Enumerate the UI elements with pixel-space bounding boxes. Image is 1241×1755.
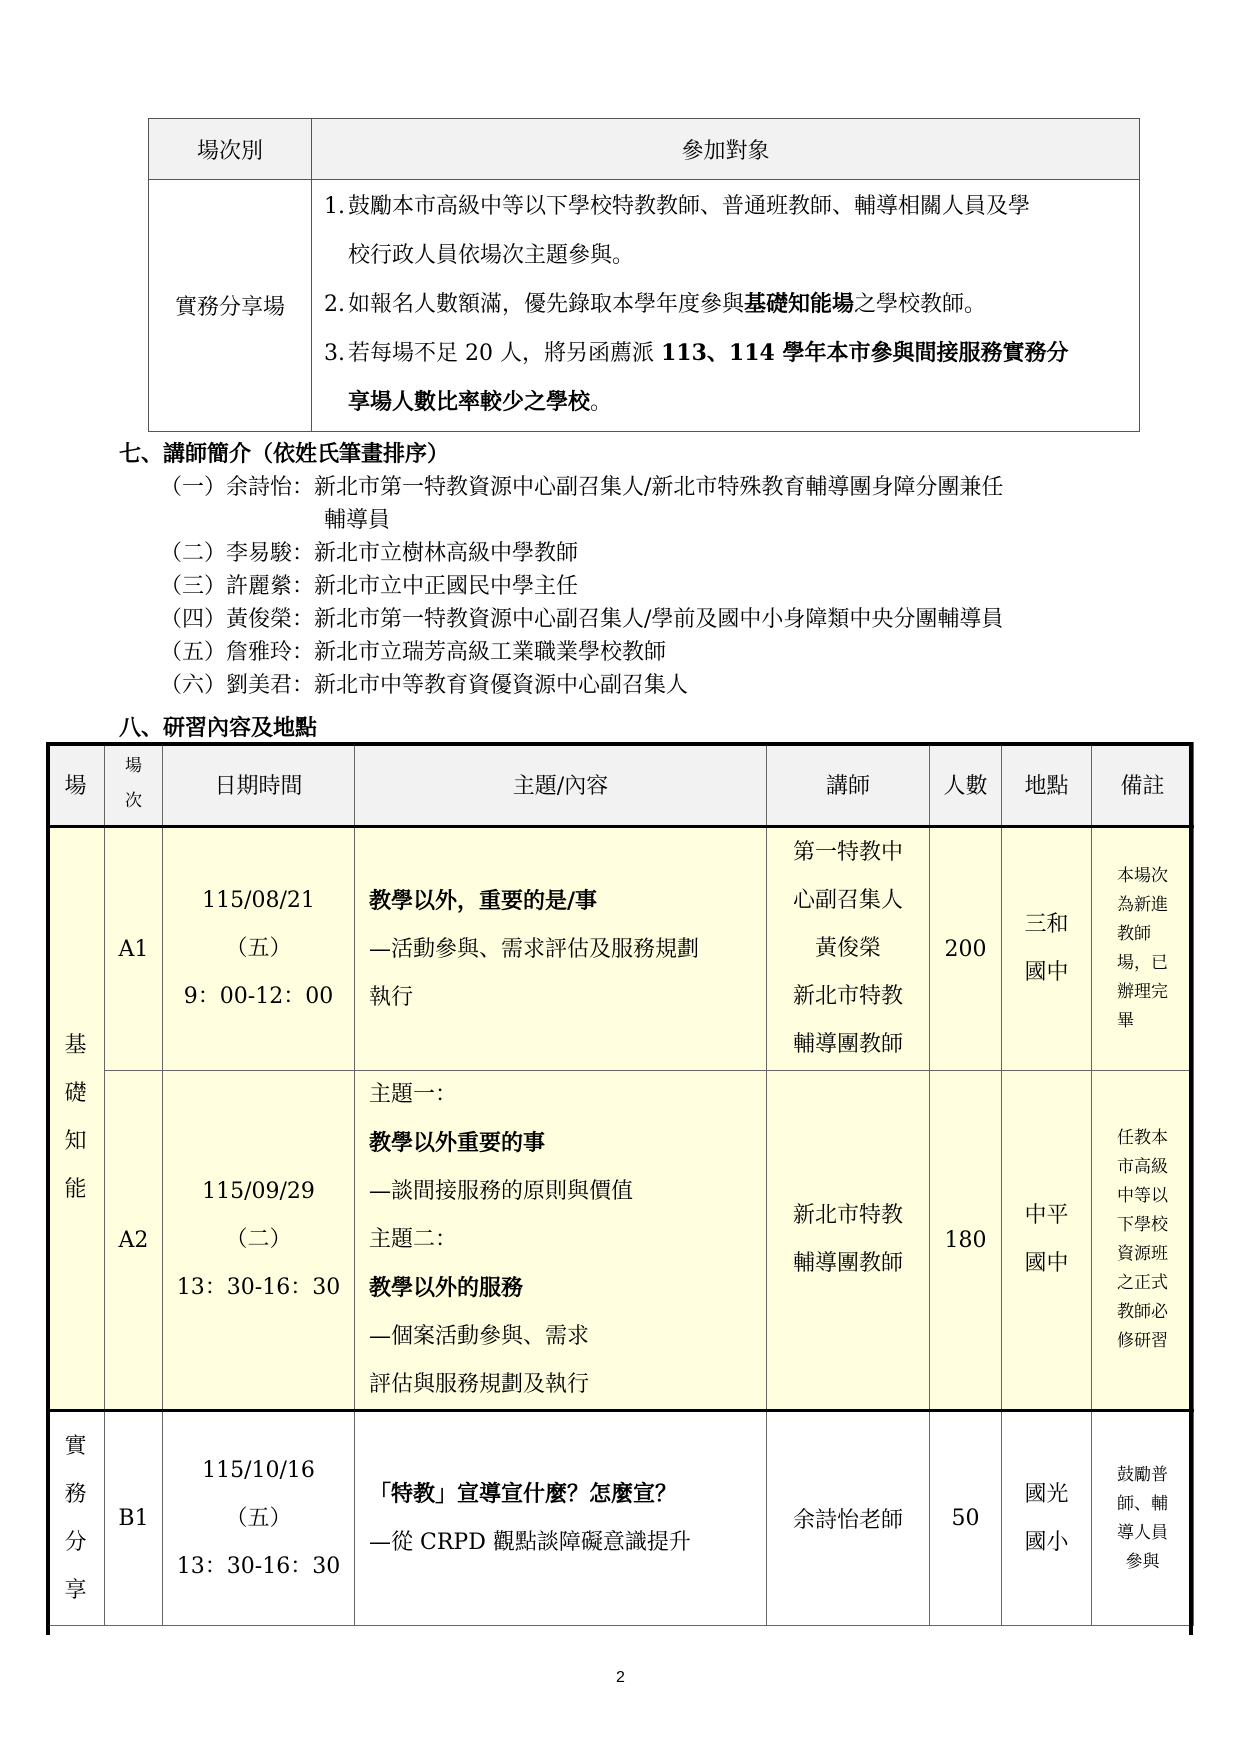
header-note: 備註 bbox=[1092, 743, 1194, 827]
header-lecturer: 講師 bbox=[767, 743, 930, 827]
header-topic: 主題/內容 bbox=[355, 743, 767, 827]
session-lecturer: 余詩怡老師 bbox=[767, 1411, 930, 1626]
section7-heading: 七、講師簡介（依姓氏筆畫排序） bbox=[119, 441, 450, 467]
session-place: 中平 國中 bbox=[1002, 1071, 1092, 1411]
session-datetime: 115/09/29 （二） 13：30-16：30 bbox=[163, 1071, 355, 1411]
lecturer-item: （四）黃俊榮：新北市第一特教資源中心副召集人/學前及國中小身障類中央分團輔導員 bbox=[160, 607, 1004, 632]
table1-header-participants: 參加對象 bbox=[312, 119, 1140, 180]
header-count: 人數 bbox=[930, 743, 1002, 827]
schedule-table-frame bbox=[46, 742, 1193, 1635]
group-practice: 實 務 分 享 bbox=[47, 1411, 105, 1626]
header-session: 場 次 bbox=[105, 743, 163, 827]
session-note: 鼓勵普 師、輔 導人員 參與 bbox=[1092, 1411, 1194, 1626]
header-place: 地點 bbox=[1002, 743, 1092, 827]
session-count: 200 bbox=[930, 827, 1002, 1071]
session-datetime: 115/08/21 （五） 9：00-12：00 bbox=[163, 827, 355, 1071]
session-code: A1 bbox=[105, 827, 163, 1071]
session-count: 50 bbox=[930, 1411, 1002, 1626]
lecturer-item: （二）李易駿：新北市立樹林高級中學教師 bbox=[160, 541, 579, 566]
session-place: 三和 國中 bbox=[1002, 827, 1092, 1071]
session-lecturer: 新北市特教 輔導團教師 bbox=[767, 1071, 930, 1411]
page-number: 2 bbox=[616, 1669, 625, 1686]
session-lecturer: 第一特教中 心副召集人 黃俊榮 新北市特教 輔導團教師 bbox=[767, 827, 930, 1071]
session-place: 國光 國小 bbox=[1002, 1411, 1092, 1626]
header-field: 場 bbox=[47, 743, 105, 827]
lecturer-list bbox=[160, 471, 1003, 702]
session-topic: 「特教」宣導宣什麼？怎麼宣？ —從 CRPD 觀點談障礙意識提升 bbox=[355, 1411, 767, 1626]
list-item: 3. 若每場不足 20 人，將另函薦派 113、114 學年本市參與間接服務實務分 享場人數比率較少之學校。 bbox=[324, 340, 1069, 415]
header-datetime: 日期時間 bbox=[163, 743, 355, 827]
lecturer-item: （六）劉美君：新北市中等教育資優資源中心副召集人 bbox=[160, 673, 689, 698]
session-topic: 主題一： 教學以外重要的事 —談間接服務的原則與價值 主題二： 教學以外的服務 —個案活動參與、需求 評估與服務規劃及執行 bbox=[355, 1071, 767, 1411]
session-count: 180 bbox=[930, 1071, 1002, 1411]
table1-participants-body bbox=[312, 180, 1140, 432]
lecturer-item: （五）詹雅玲：新北市立瑞芳高級工業職業學校教師 bbox=[160, 640, 667, 665]
section8-heading: 八、研習內容及地點 bbox=[119, 715, 318, 741]
session-topic: 教學以外，重要的是/事 —活動參與、需求評估及服務規劃 執行 bbox=[355, 827, 767, 1071]
lecturer-item-cont: 輔導員 bbox=[324, 508, 391, 533]
list-item: 2. 如報名人數額滿，優先錄取本學年度參與基礎知能場之學校教師。 bbox=[324, 291, 987, 317]
lecturer-item: （一）余詩怡：新北市第一特教資源中心副召集人/新北市特殊教育輔導團身障分團兼任 bbox=[160, 475, 1004, 500]
list-item: 1. 鼓勵本市高級中等以下學校特教教師、普通班教師、輔導相關人員及學 校行政人員依場次主題參與。 bbox=[324, 194, 1031, 268]
session-note: 本場次 為新進 教師 場，已 辦理完 畢 bbox=[1092, 827, 1194, 1071]
session-code: A2 bbox=[105, 1071, 163, 1411]
table1-header-session: 場次別 bbox=[149, 119, 312, 180]
session-datetime: 115/10/16 （五） 13：30-16：30 bbox=[163, 1411, 355, 1626]
group-basic: 基 礎 知 能 bbox=[47, 827, 105, 1411]
session-note: 任教本 市高級 中等以 下學校 資源班 之正式 教師必 修研習 bbox=[1092, 1071, 1194, 1411]
lecturer-item: （三）許麗縈：新北市立中正國民中學主任 bbox=[160, 574, 579, 599]
session-code: B1 bbox=[105, 1411, 163, 1626]
table1-session-name: 實務分享場 bbox=[149, 180, 312, 432]
participants-table bbox=[148, 118, 1140, 432]
